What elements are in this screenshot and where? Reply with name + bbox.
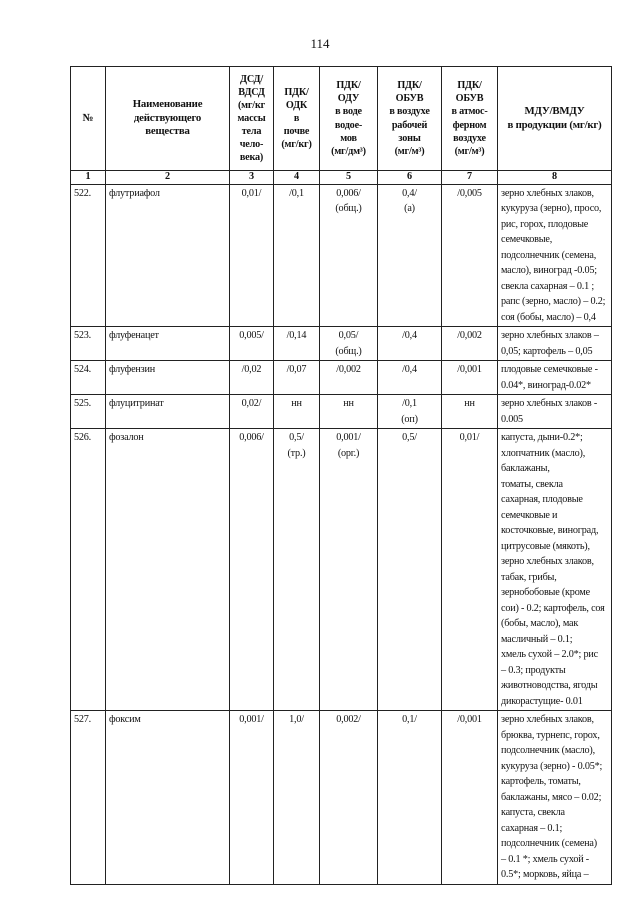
cell-number: 527.: [71, 711, 106, 885]
header-mdu: МДУ/ВМДУ в продукции (мг/кг): [498, 67, 612, 171]
cell-number: 524.: [71, 361, 106, 395]
cell-atm-air: /0,001: [442, 711, 498, 885]
cell-number: 526.: [71, 429, 106, 711]
header-soil: ПДК/ ОДК в почве (мг/кг): [274, 67, 320, 171]
column-number: 3: [230, 171, 274, 185]
cell-work-air: /0,4: [378, 361, 442, 395]
header-row: [71, 67, 612, 171]
cell-soil: /0,1: [274, 184, 320, 327]
cell-work-air: /0,4: [378, 327, 442, 361]
column-number: 1: [71, 171, 106, 185]
column-number: 6: [378, 171, 442, 185]
cell-substance-name: флуфенацет: [106, 327, 230, 361]
column-number: 8: [498, 171, 612, 185]
cell-work-air: 0,5/: [378, 429, 442, 711]
cell-water: 0,006/ (общ.): [320, 184, 378, 327]
cell-number: 525.: [71, 395, 106, 429]
cell-work-air: /0,1 (оп): [378, 395, 442, 429]
cell-mdu: зерно хлебных злаков, брюква, турнепс, горох, подсолнечник (масло), кукуруза (зерно) - 0.05*; картофель, томаты, баклажаны, мясо – 0.02; капуста, свекла сахарная – 0.1; подсолнечник (семена) – 0.1 *; хмель сухой - 0.5*; морковь, яйца –: [498, 711, 612, 885]
table-row: [71, 361, 612, 395]
cell-number: 523.: [71, 327, 106, 361]
cell-mdu: зерно хлебных злаков - 0.005: [498, 395, 612, 429]
cell-soil: /0,07: [274, 361, 320, 395]
cell-mdu: капуста, дыни-0.2*; хлопчатник (масло), баклажаны, томаты, свекла сахарная, плодовые семечковые и косточковые, виноград, цитрусовые (мякоть), зерно хлебных злаков, табак, грибы, зернобобовые (кроме сои) - 0.2; картофель, соя (бобы, масло), мак масличный – 0.1; хмель сухой – 2.0*; рис – 0.3; продукты животноводства, ягоды дикорастущие- 0.01: [498, 429, 612, 711]
cell-dsd: /0,02: [230, 361, 274, 395]
header-dsd: ДСД/ ВДСД (мг/кг массы тела чело- века): [230, 67, 274, 171]
cell-soil: 0,5/ (тр.): [274, 429, 320, 711]
cell-mdu: зерно хлебных злаков, кукуруза (зерно), просо, рис, горох, плодовые семечковые, подсолнечник (семена, масло), виноград -0.05; свекла сахарная – 0.1 ; рапс (зерно, масло) – 0.2; соя (бобы, масло) – 0,4: [498, 184, 612, 327]
column-number: 5: [320, 171, 378, 185]
table-row: [71, 429, 612, 711]
cell-soil: нн: [274, 395, 320, 429]
header-atm-air: ПДК/ ОБУВ в атмос- ферном воздухе (мг/м³): [442, 67, 498, 171]
cell-dsd: 0,02/: [230, 395, 274, 429]
cell-mdu: плодовые семечковые - 0.04*, виноград-0.02*: [498, 361, 612, 395]
table-row: [71, 711, 612, 885]
header-work-air: ПДК/ ОБУВ в воздухе рабочей зоны (мг/м³): [378, 67, 442, 171]
cell-substance-name: фозалон: [106, 429, 230, 711]
cell-substance-name: флуцитринат: [106, 395, 230, 429]
cell-water: 0,002/: [320, 711, 378, 885]
cell-mdu: зерно хлебных злаков – 0,05; картофель – 0,05: [498, 327, 612, 361]
header-number: №: [71, 67, 106, 171]
table-row: [71, 395, 612, 429]
cell-soil: /0,14: [274, 327, 320, 361]
cell-dsd: 0,006/: [230, 429, 274, 711]
cell-dsd: 0,01/: [230, 184, 274, 327]
cell-work-air: 0,1/: [378, 711, 442, 885]
cell-dsd: 0,005/: [230, 327, 274, 361]
column-number-row: [71, 171, 612, 185]
column-number: 2: [106, 171, 230, 185]
cell-atm-air: /0,002: [442, 327, 498, 361]
column-number: 7: [442, 171, 498, 185]
cell-substance-name: фоксим: [106, 711, 230, 885]
cell-substance-name: флуфензин: [106, 361, 230, 395]
cell-water: нн: [320, 395, 378, 429]
cell-soil: 1,0/: [274, 711, 320, 885]
cell-water: 0,001/ (орг.): [320, 429, 378, 711]
cell-water: /0,002: [320, 361, 378, 395]
cell-atm-air: /0,001: [442, 361, 498, 395]
pesticide-regulations-table: [70, 66, 612, 885]
cell-work-air: 0,4/ (а): [378, 184, 442, 327]
cell-water: 0,05/ (общ.): [320, 327, 378, 361]
header-substance-name: Наименование действующего вещества: [106, 67, 230, 171]
cell-substance-name: флутриафол: [106, 184, 230, 327]
cell-atm-air: нн: [442, 395, 498, 429]
cell-number: 522.: [71, 184, 106, 327]
column-number: 4: [274, 171, 320, 185]
cell-dsd: 0,001/: [230, 711, 274, 885]
page-number: 114: [310, 36, 330, 51]
table-row: [71, 327, 612, 361]
table-row: [71, 184, 612, 327]
header-water: ПДК/ ОДУ в воде водое- мов (мг/дм³): [320, 67, 378, 171]
cell-atm-air: /0,005: [442, 184, 498, 327]
cell-atm-air: 0,01/: [442, 429, 498, 711]
